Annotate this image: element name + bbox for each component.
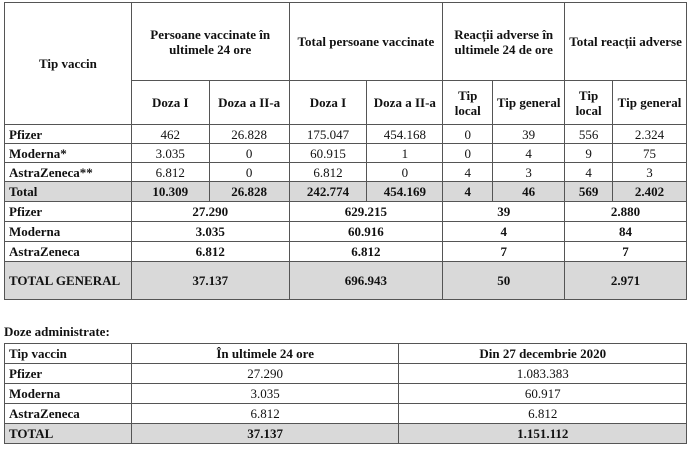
header-tip-vaccin: Tip vaccin	[5, 3, 132, 125]
sum-row	[5, 222, 687, 242]
cell: 454.168	[367, 125, 443, 144]
cell: 3	[493, 163, 565, 182]
header-tip-vaccin: Tip vaccin	[5, 344, 132, 364]
cell: 0	[443, 125, 493, 144]
row-label: Pfizer	[5, 125, 132, 144]
row-label: AstraZeneca	[5, 242, 132, 262]
section-caption: Doze administrate:	[4, 324, 110, 339]
table-row	[5, 404, 687, 424]
table-row	[5, 144, 687, 163]
row-label: TOTAL GENERAL	[5, 262, 132, 300]
subheader-doza2: Doza a II-a	[367, 81, 443, 125]
header-adverse-24h: Reacții adverse în ultimele 24 de ore	[443, 3, 565, 81]
row-label: Moderna*	[5, 144, 132, 163]
subheader-tip-local: Tip local	[443, 81, 493, 125]
subheader-tip-local: Tip local	[565, 81, 613, 125]
vaccination-table	[4, 2, 687, 300]
cell: 3	[613, 163, 687, 182]
cell: 696.943	[289, 262, 443, 300]
cell: 0	[443, 144, 493, 163]
row-label: AstraZeneca**	[5, 163, 132, 182]
cell: 4	[443, 222, 565, 242]
header-total-vaccinated: Total persoane vaccinate	[289, 3, 443, 81]
sum-row	[5, 202, 687, 222]
row-label: Total	[5, 182, 132, 202]
row-label: TOTAL	[5, 424, 132, 444]
cell: 9	[565, 144, 613, 163]
cell: 1.151.112	[399, 424, 687, 444]
cell: 569	[565, 182, 613, 202]
subheader-doza1: Doza I	[289, 81, 367, 125]
cell: 75	[613, 144, 687, 163]
subheader-doza2: Doza a II-a	[209, 81, 289, 125]
header-total-adverse: Total reacții adverse	[565, 3, 687, 81]
cell: 2.971	[565, 262, 687, 300]
subheader-tip-general: Tip general	[613, 81, 687, 125]
cell: 6.812	[289, 163, 367, 182]
cell: 1.083.383	[399, 364, 687, 384]
cell: 27.290	[131, 202, 289, 222]
cell: 0	[209, 163, 289, 182]
cell: 0	[367, 163, 443, 182]
cell: 50	[443, 262, 565, 300]
table-row	[5, 364, 687, 384]
cell: 46	[493, 182, 565, 202]
cell: 0	[209, 144, 289, 163]
cell: 7	[443, 242, 565, 262]
cell: 3.035	[131, 144, 209, 163]
cell: 7	[565, 242, 687, 262]
cell: 26.828	[209, 125, 289, 144]
doses-table	[4, 343, 687, 444]
cell: 4	[565, 163, 613, 182]
cell: 3.035	[131, 384, 399, 404]
cell: 6.812	[289, 242, 443, 262]
header-since-date: Din 27 decembrie 2020	[399, 344, 687, 364]
header-last-24h: În ultimele 24 ore	[131, 344, 399, 364]
cell: 39	[493, 125, 565, 144]
cell: 462	[131, 125, 209, 144]
row-label: Pfizer	[5, 364, 132, 384]
cell: 6.812	[399, 404, 687, 424]
cell: 84	[565, 222, 687, 242]
total-row	[5, 182, 687, 202]
cell: 4	[443, 182, 493, 202]
subheader-doza1: Doza I	[131, 81, 209, 125]
cell: 629.215	[289, 202, 443, 222]
cell: 4	[443, 163, 493, 182]
cell: 60.915	[289, 144, 367, 163]
header-vaccinated-24h: Persoane vaccinate în ultimele 24 ore	[131, 3, 289, 81]
subheader-tip-general: Tip general	[493, 81, 565, 125]
cell: 2.880	[565, 202, 687, 222]
cell: 10.309	[131, 182, 209, 202]
table-row	[5, 384, 687, 404]
cell: 1	[367, 144, 443, 163]
cell: 27.290	[131, 364, 399, 384]
cell: 6.812	[131, 163, 209, 182]
cell: 6.812	[131, 404, 399, 424]
table-row	[5, 163, 687, 182]
cell: 4	[493, 144, 565, 163]
cell: 556	[565, 125, 613, 144]
cell: 2.324	[613, 125, 687, 144]
cell: 2.402	[613, 182, 687, 202]
cell: 454.169	[367, 182, 443, 202]
cell: 60.916	[289, 222, 443, 242]
cell: 37.137	[131, 262, 289, 300]
cell: 6.812	[131, 242, 289, 262]
row-label: AstraZeneca	[5, 404, 132, 424]
cell: 175.047	[289, 125, 367, 144]
cell: 60.917	[399, 384, 687, 404]
cell: 37.137	[131, 424, 399, 444]
grand-total-row	[5, 262, 687, 300]
row-label: Moderna	[5, 222, 132, 242]
sum-row	[5, 242, 687, 262]
cell: 3.035	[131, 222, 289, 242]
cell: 242.774	[289, 182, 367, 202]
total-row	[5, 424, 687, 444]
row-label: Pfizer	[5, 202, 132, 222]
cell: 39	[443, 202, 565, 222]
row-label: Moderna	[5, 384, 132, 404]
table-row	[5, 125, 687, 144]
cell: 26.828	[209, 182, 289, 202]
